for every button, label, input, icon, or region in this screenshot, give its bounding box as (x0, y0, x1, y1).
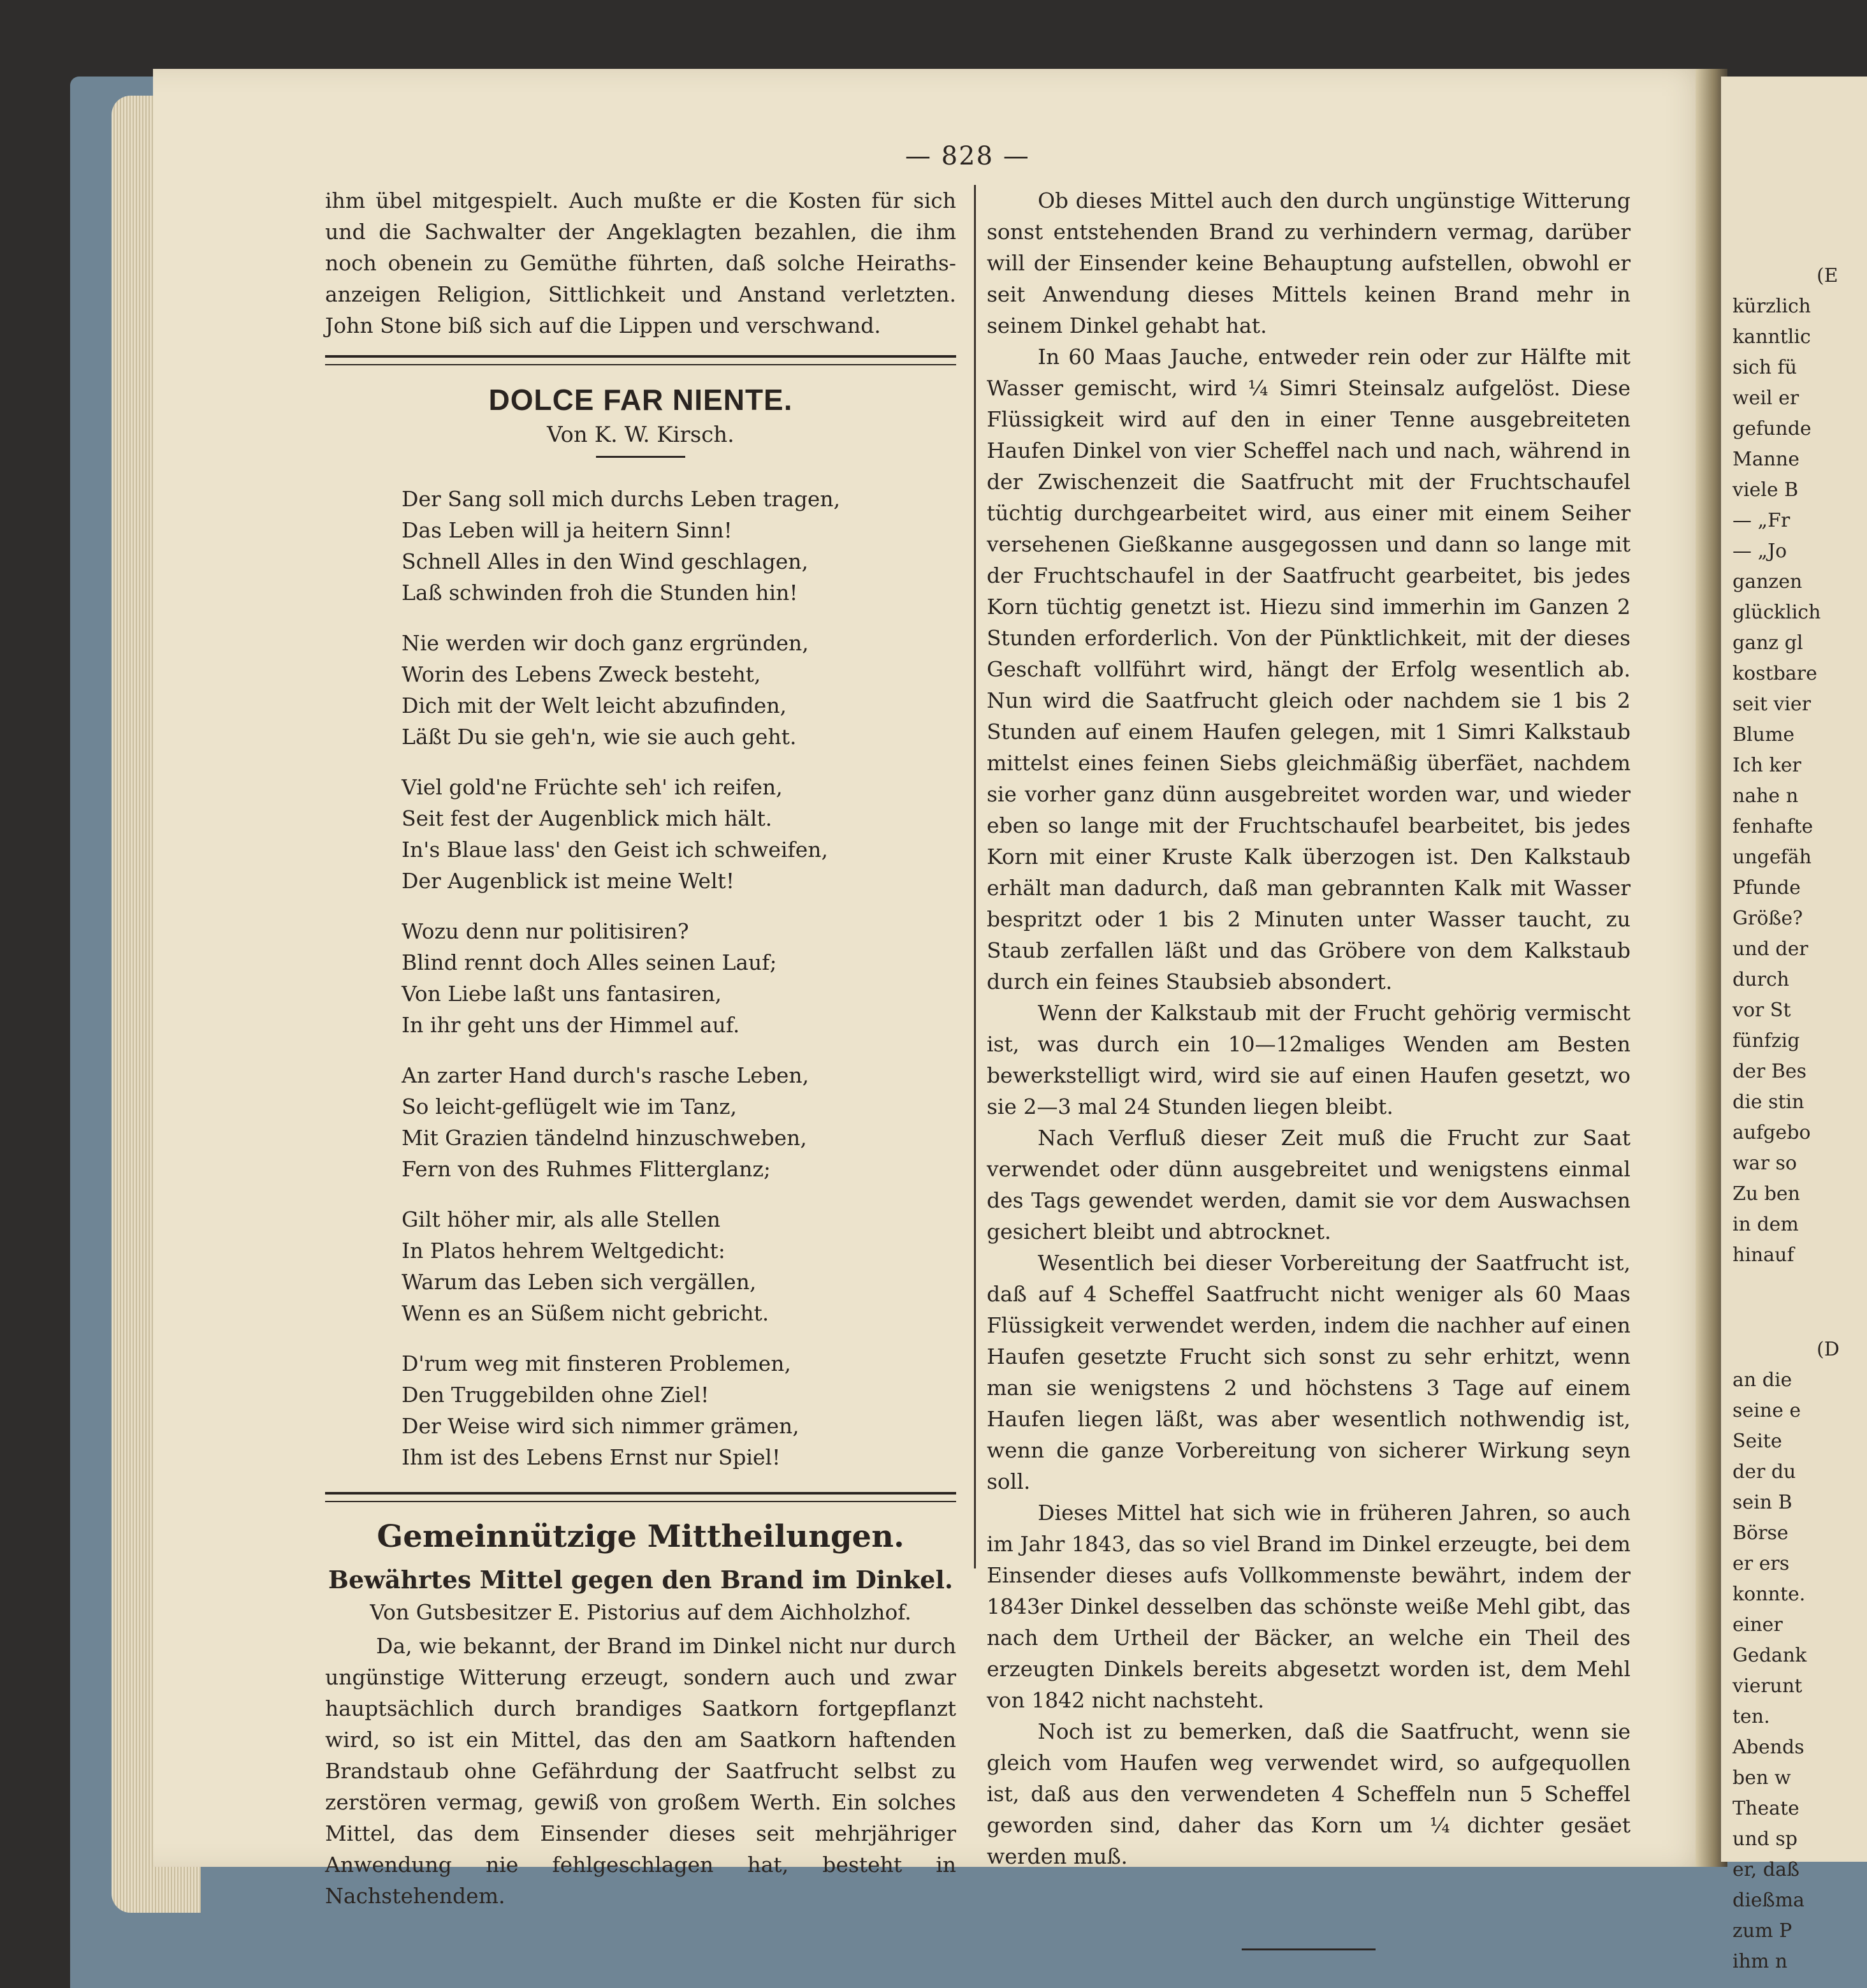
section-title: Gemeinnützige Mittheilungen. (377, 1519, 904, 1554)
next-page-text-fragment: — „Jo (1733, 540, 1787, 562)
next-page-text-fragment: — „Fr (1733, 509, 1791, 532)
poem-line: Der Sang soll mich durchs Leben tragen, (402, 486, 841, 511)
next-page-text-fragment: Ich ker (1733, 754, 1801, 777)
poem-line: An zarter Hand durch's rasche Leben, (402, 1063, 810, 1088)
poem-line: In ihr geht uns der Himmel auf. (402, 1012, 740, 1037)
next-page-text-fragment: seine e (1733, 1400, 1801, 1422)
article-paragraph: Ob dieses Mittel auch den durch ungünstige Witterung sonst entstehenden Brand zu verhindern vermag, darüber will der Einsender keine Behauptung aufstellen, obwohl er seit Anwendung dieses Mittels keinen Brand mehr in seinem Dinkel gehabt hat. (987, 188, 1631, 338)
next-page-text-fragment: aufgebo (1733, 1122, 1811, 1144)
poem-line: Der Augenblick ist meine Welt! (402, 868, 735, 893)
next-page-text-fragment: ben w (1733, 1767, 1791, 1789)
next-page-text-fragment: vierunt (1733, 1675, 1803, 1697)
next-page-text-fragment: seit vier (1733, 693, 1811, 715)
next-page-text-fragment: die stin (1733, 1091, 1805, 1113)
intro-line: und die Sachwalter der Angeklagten bezahlen, die ihm (325, 219, 956, 244)
poem-line: Fern von des Ruhmes Flitterglanz; (402, 1157, 771, 1181)
left-column (325, 185, 956, 1911)
article-paragraph: Wenn der Kalkstaub mit der Frucht gehörig vermischt ist, was durch ein 10—12maliges Wenden am Besten bewerkstelligt wird, wird sie auf einen Haufen gesetzt, wo sie 2—3 mal 24 Stunden liegen bleibt. (987, 1000, 1631, 1119)
next-page-text-fragment: er ers (1733, 1553, 1790, 1575)
intro-line: Stone biß sich auf die Lippen und verschwand. (380, 313, 881, 338)
poem-line: Von Liebe laßt uns fantasiren, (402, 981, 722, 1006)
next-page-text-fragment: Größe? (1733, 907, 1803, 930)
article-byline: Von Gutsbesitzer E. Pistorius auf dem Aichholzhof. (370, 1600, 912, 1625)
article-continuation (987, 185, 1631, 1872)
poem-stanza (402, 1060, 956, 1185)
next-page-text-fragment: (E (1817, 265, 1838, 287)
next-page-text-fragment: kanntlic (1733, 326, 1811, 348)
poem-title: DOLCE FAR NIENTE. (488, 383, 793, 416)
next-page-text-fragment: hinauf (1733, 1244, 1794, 1266)
poem-line: Der Weise wird sich nimmer grämen, (402, 1414, 799, 1438)
next-page-text-fragment: ihm n (1733, 1950, 1788, 1973)
poem-line: Mit Grazien tändelnd hinzuschweben, (402, 1125, 807, 1150)
poem-author: Von K. W. Kirsch. (547, 422, 734, 448)
next-page-text-fragment: Theate (1733, 1797, 1799, 1820)
next-page-text-fragment: Gedank (1733, 1644, 1807, 1667)
title-rule (596, 456, 685, 458)
article-paragraph: Da, wie bekannt, der Brand im Dinkel nicht nur durch ungünstige Witterung erzeugt, sondern auch und zwar hauptsächlich durch brandiges Saatkorn fortgepflanzt wird, so ist ein Mittel, das den am Saatkorn haftenden Brandstaub ohne Gefährdung der Saatfrucht selbst zu zerstören vermag, gewiß von großem Werth. Ein solches Mittel, das dem Einsender dieses seit mehrjähriger Anwendung nie fehlgeschlagen hat, besteht in Nachstehendem. (325, 1634, 956, 1908)
poem-stanza (402, 771, 956, 896)
poem-line: In's Blaue lass' den Geist ich schweifen, (402, 837, 828, 862)
section-rule (325, 355, 956, 365)
next-page-text-fragment: der Bes (1733, 1060, 1807, 1083)
poem-line: Schnell Alles in den Wind geschlagen, (402, 549, 809, 574)
next-page-text-fragment: weil er (1733, 387, 1799, 409)
section-rule (325, 1492, 956, 1502)
intro-line: ihm übel mitgespielt. Auch mußte er die Kosten für sich (325, 188, 956, 213)
poem-stanza (402, 1204, 956, 1329)
poem-line: So leicht-geflügelt wie im Tanz, (402, 1094, 737, 1119)
intro-line: noch obenein zu Gemüthe führten, daß solche Heiraths- (325, 251, 956, 275)
next-page-text-fragment: gefunde (1733, 418, 1812, 440)
article-paragraph: Noch ist zu bemerken, daß die Saatfrucht, wenn sie gleich vom Haufen weg verwendet wird, so aufgequollen ist, daß aus den verwendeten 4 Scheffeln nun 5 Scheffel geworden sind, daher das Korn um ¼ dichter gesäet werden muß. (987, 1719, 1631, 1869)
next-page-text-fragment: war so (1733, 1152, 1797, 1174)
column-divider (974, 185, 976, 1568)
poem-body (325, 483, 956, 1473)
next-page-text-fragment: sein B (1733, 1491, 1792, 1514)
next-page-text-fragment: einer (1733, 1614, 1783, 1636)
next-page-text-fragment: kostbare (1733, 662, 1817, 685)
next-page-text-fragment: ganzen (1733, 571, 1803, 593)
next-page-text-fragment: Manne (1733, 448, 1799, 471)
next-page-text-fragment: viele B (1733, 479, 1799, 501)
poem-line: Viel gold'ne Früchte seh' ich reifen, (402, 775, 783, 800)
poem-line: Worin des Lebens Zweck besteht, (402, 662, 761, 687)
next-page-text-fragment: Blume (1733, 724, 1795, 746)
next-page-text-fragment: ungefäh (1733, 846, 1812, 868)
poem-line: Wozu denn nur politisiren? (402, 919, 689, 944)
article-paragraph: Wesentlich bei dieser Vorbereitung der Saatfrucht ist, daß auf 4 Scheffel Saatfrucht nicht weniger als 60 Maas Flüssigkeit verwendet werden, indem die nachher auf einen Haufen gesetzte Frucht sich sonst zu sehr erhitzt, wenn man sie wenigstens 2 und höchstens 3 Tage auf einem Haufen liegen läßt, was aber wesentlich nothwendig ist, wenn die ganze Vorbereitung von sicherer Wirkung seyn soll. (987, 1250, 1631, 1494)
next-page-text-fragment: ganz gl (1733, 632, 1803, 654)
poem-line: Dich mit der Welt leicht abzufinden, (402, 693, 787, 718)
poem-line: Den Truggebilden ohne Ziel! (402, 1382, 709, 1407)
page-number: — 828 — (905, 142, 1030, 171)
next-page-text-fragment: zum P (1733, 1920, 1792, 1942)
next-page-text-fragment: kürzlich (1733, 295, 1811, 318)
intro-line: anzeigen Religion, Sittlichkeit und Anstand verletzten. John (325, 282, 956, 338)
poem-stanza (402, 627, 956, 752)
next-page-text-fragment: an die (1733, 1369, 1792, 1391)
right-column (987, 185, 1631, 1950)
next-page-text-fragment: durch (1733, 968, 1789, 991)
poem-line: Läßt Du sie geh'n, wie sie auch geht. (402, 724, 797, 749)
next-page-text-fragment: und sp (1733, 1828, 1798, 1850)
next-page-text-fragment: glücklich (1733, 601, 1821, 624)
next-page-text-fragment: (D (1817, 1338, 1840, 1361)
next-page-text-fragment: dießma (1733, 1889, 1805, 1911)
next-page-text-fragment: konnte. (1733, 1583, 1806, 1605)
next-page-text-fragment: vor St (1733, 999, 1791, 1021)
next-page-text-fragment: ten. (1733, 1706, 1770, 1728)
next-page-text-fragment: Seite (1733, 1430, 1782, 1452)
next-page-text-fragment: nahe n (1733, 785, 1799, 807)
intro-text (325, 185, 956, 341)
poem-stanza (402, 916, 956, 1041)
article-title: Bewährtes Mittel gegen den Brand im Dinkel. (328, 1565, 954, 1594)
poem-line: D'rum weg mit finsteren Problemen, (402, 1351, 791, 1376)
next-page-text-fragment: Abends (1733, 1736, 1805, 1758)
next-page-text-fragment: der du (1733, 1461, 1796, 1483)
article-paragraph: In 60 Maas Jauche, entweder rein oder zur Hälfte mit Wasser gemischt, wird ¼ Simri Steinsalz aufgelöst. Diese Flüssigkeit wird auf den in einer Tenne ausgebreiteten Haufen Dinkel von vier Scheffel nach und nach, während in der Zwischenzeit die Saatfrucht mit der Fruchtschaufel tüchtig durchgearbeitet wird, aus einer mit einem Seiher versehenen Gießkanne ausgegossen und dann so lange mit der Fruchtschaufel in der Saatfrucht gearbeitet, bis jedes Korn tüchtig genetzt ist. Hiezu sind immerhin im Ganzen 2 Stunden erforderlich. Von der Pünktlichkeit, mit der dieses Geschaft vollführt wird, hängt der Erfolg wesentlich ab. Nun wird die Saatfrucht gleich oder nachdem sie 1 bis 2 Stunden auf einem Haufen gelegen, mit 1 Simri Kalkstaub mittelst eines feinen Siebs gleichmäßig überfäet, nachdem sie vorher ganz dünn ausgebreitet worden war, und wieder eben so lange mit der Fruchtschaufel bearbeitet, bis jedes Korn mit einer Kruste Kalk überzogen ist. Den Kalkstaub erhält man dadurch, daß man gebrannten Kalk mit Wasser bespritzt oder 1 bis 2 Minuten unter Wasser taucht, zu Staub zerfallen läßt und das Gröbere von dem Kalkstaub durch ein feines Staubsieb absondert. (987, 344, 1631, 994)
next-page-text-fragment: Zu ben (1733, 1183, 1800, 1205)
poem-line: Laß schwinden froh die Stunden hin! (402, 580, 798, 605)
right-page-fragment (1721, 77, 1867, 1973)
poem-stanza (402, 483, 956, 608)
article-paragraph: Nach Verfluß dieser Zeit muß die Frucht zur Saat verwendet oder dünn ausgebreitet und wenigstens einmal des Tags gewendet werden, damit sie vor dem Auswachsen gesichert bleibt und abtrocknet. (987, 1125, 1631, 1244)
end-rule (1242, 1948, 1376, 1950)
poem-line: Das Leben will ja heitern Sinn! (402, 518, 732, 543)
poem-line: Warum das Leben sich vergällen, (402, 1269, 757, 1294)
next-page-text-fragment: und der (1733, 938, 1808, 960)
poem-stanza (402, 1348, 956, 1473)
poem-line: Ihm ist des Lebens Ernst nur Spiel! (402, 1445, 781, 1470)
next-page-text-fragment: fenhafte (1733, 815, 1813, 838)
next-page-text-fragment: sich fü (1733, 356, 1798, 379)
poem-line: In Platos hehrem Weltgedicht: (402, 1238, 725, 1263)
poem-line: Blind rennt doch Alles seinen Lauf; (402, 950, 777, 975)
poem-line: Seit fest der Augenblick mich hält. (402, 806, 773, 831)
poem-line: Nie werden wir doch ganz ergründen, (402, 631, 809, 655)
next-page-text-fragment: er, daß (1733, 1859, 1799, 1881)
next-page-text-fragment: fünfzig (1733, 1030, 1800, 1052)
poem-line: Gilt höher mir, als alle Stellen (402, 1207, 721, 1232)
next-page-text-fragment: Pfunde (1733, 877, 1801, 899)
poem-line: Wenn es an Süßem nicht gebricht. (402, 1301, 769, 1326)
next-page-text-fragment: in dem (1733, 1213, 1799, 1236)
next-page-text-fragment: Börse (1733, 1522, 1789, 1544)
article-paragraph: Dieses Mittel hat sich wie in früheren Jahren, so auch im Jahr 1843, das so viel Brand im Dinkel erzeugte, bei dem Einsender dieses aufs Vollkommenste bewährt, indem der 1843er Dinkel desselben das schönste weiße Mehl gibt, das nach dem Urtheil der Bäcker, an welche ein Theil des erzeugten Dinkels bereits abgesetzt worden ist, dem Mehl von 1842 nicht nachsteht. (987, 1500, 1631, 1713)
